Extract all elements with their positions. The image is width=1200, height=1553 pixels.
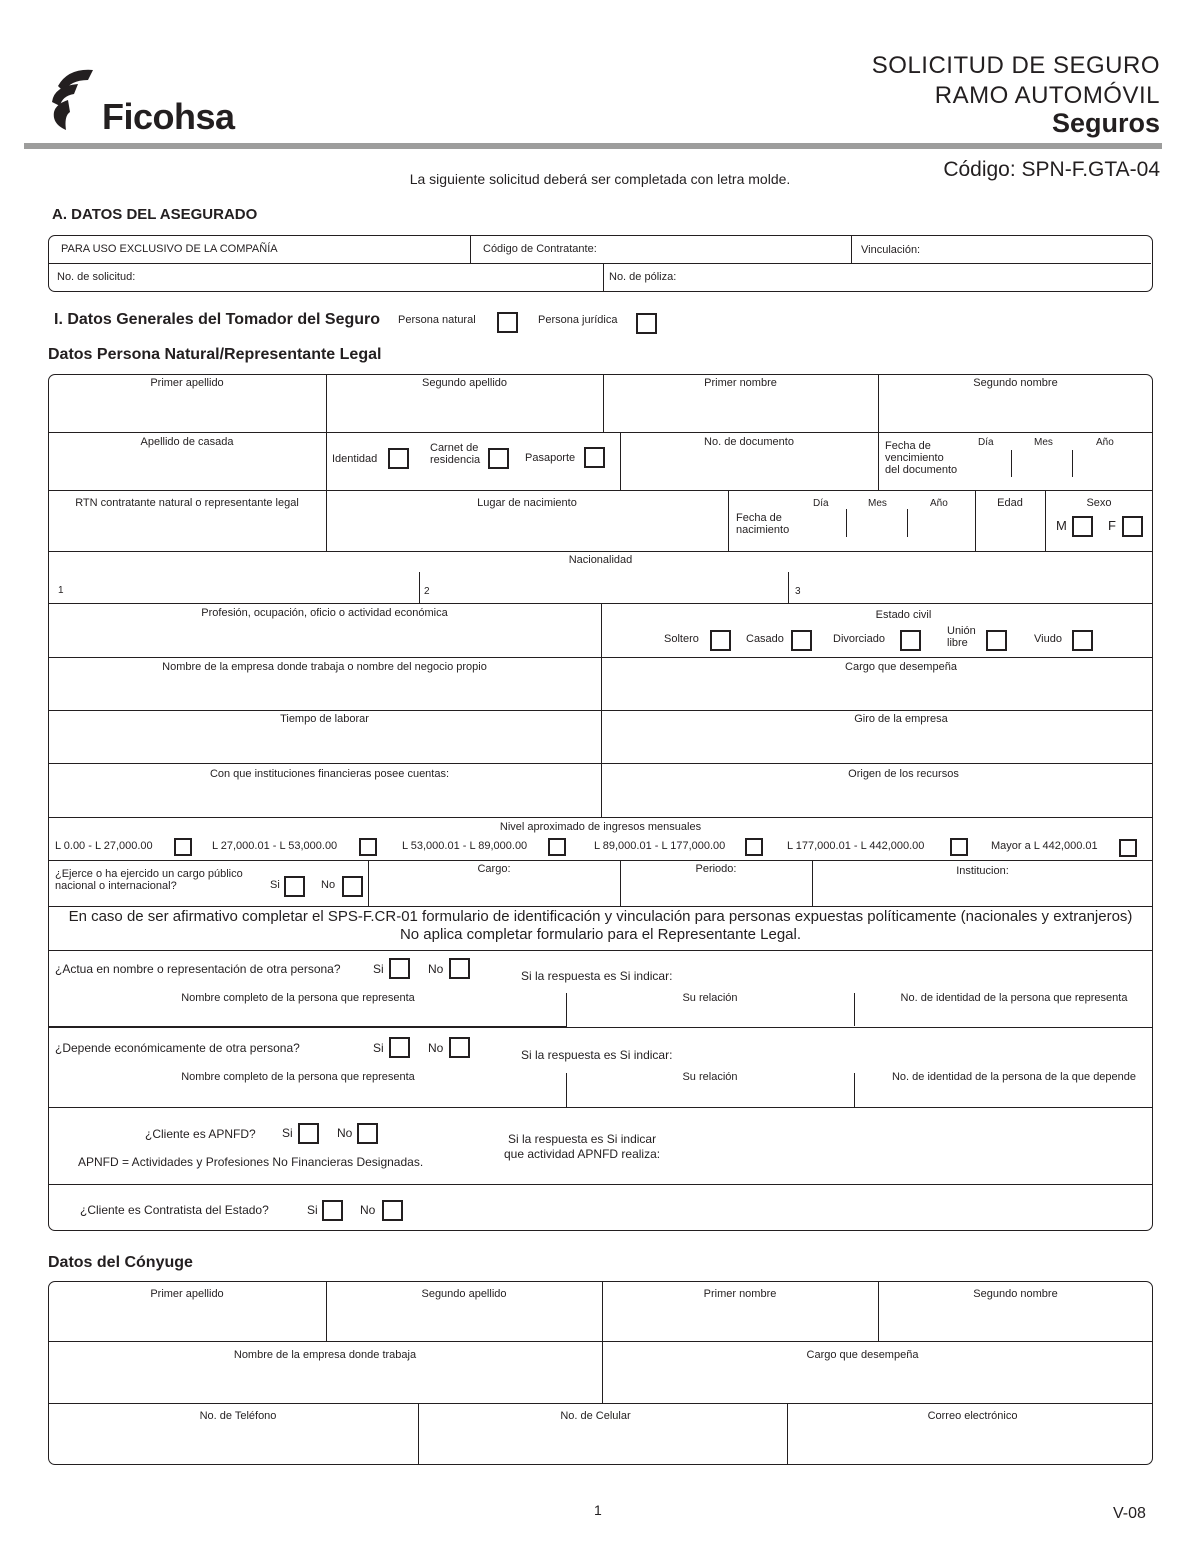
company-name-field[interactable]: Nombre de la empresa donde trabaja o nombre del negocio propio — [162, 661, 487, 673]
nationality-1-field[interactable]: 1 — [58, 585, 64, 596]
age-field[interactable]: Edad — [997, 497, 1023, 509]
income5-label: L 177,000.01 - L 442,000.00 — [787, 840, 925, 852]
company-use-label: PARA USO EXCLUSIVO DE LA COMPAÑÍA — [61, 243, 278, 255]
pep-yes-checkbox[interactable] — [284, 876, 305, 897]
spouse-first-name-field[interactable]: Primer nombre — [703, 1288, 777, 1300]
divider — [48, 1341, 1153, 1342]
divider — [48, 710, 1153, 711]
apnfd-definition: APNFD = Actividades y Profesiones No Financieras Designadas. — [78, 1155, 424, 1169]
spouse-phone-field[interactable]: No. de Teléfono — [199, 1410, 277, 1422]
profession-field[interactable]: Profesión, ocupación, oficio o actividad económica — [201, 607, 448, 619]
second-surname-field[interactable]: Segundo apellido — [421, 377, 508, 389]
doc-expiry-label: Fecha de vencimiento del documento — [885, 440, 958, 476]
depends-if-yes-label: Si la respuesta es Si indicar: — [521, 1048, 673, 1062]
widow-label: Viudo — [1034, 633, 1062, 645]
income1-checkbox[interactable] — [174, 838, 192, 856]
apnfd-question: ¿Cliente es APNFD? — [145, 1127, 256, 1141]
nationality-label: Nacionalidad — [568, 554, 633, 566]
married-surname-field[interactable]: Apellido de casada — [140, 436, 234, 448]
divider — [48, 763, 1153, 764]
pep-no-checkbox[interactable] — [342, 876, 363, 897]
company-line-field[interactable]: Giro de la empresa — [854, 713, 948, 725]
married-label: Casado — [746, 633, 784, 645]
income4-label: L 89,000.01 - L 177,000.00 — [594, 840, 726, 852]
form-title-line3: Seguros — [1051, 108, 1160, 138]
pep-note-line1: En caso de ser afirmativo completar el SPS-F.CR-01 formulario de identificación y vinculación para personas expuestas políticamente (nacionales y extranjeros) — [68, 908, 1133, 925]
pep-cargo-field[interactable]: Cargo: — [477, 863, 511, 875]
represented-relation-field[interactable]: Su relación — [682, 992, 738, 1004]
document-no-field[interactable]: No. de documento — [704, 436, 794, 448]
spouse-email-field[interactable]: Correo electrónico — [927, 1410, 1018, 1422]
income1-label: L 0.00 - L 27,000.00 — [55, 840, 153, 852]
birth-place-field[interactable]: Lugar de nacimiento — [477, 497, 577, 509]
birth-year-label: Año — [930, 498, 948, 509]
divider — [326, 432, 327, 490]
nationality-3-field[interactable]: 3 — [795, 586, 801, 597]
instruction-text: La siguiente solicitud deberá ser completada con letra molde. — [409, 171, 791, 187]
female-label: F — [1108, 518, 1116, 533]
identity-label: Identidad — [332, 453, 378, 465]
divider — [48, 817, 1153, 818]
form-title-line1: SOLICITUD DE SEGURO — [871, 52, 1160, 79]
income5-checkbox[interactable] — [950, 838, 968, 856]
request-no-field[interactable]: No. de solicitud: — [57, 271, 136, 283]
income2-checkbox[interactable] — [359, 838, 377, 856]
ficohsa-logo-icon — [48, 66, 108, 136]
represented-id-field[interactable]: No. de identidad de la persona que representa — [900, 992, 1128, 1004]
spouse-first-surname-field[interactable]: Primer apellido — [150, 1288, 224, 1300]
doc-expiry-day: Día — [978, 437, 994, 448]
income2-label: L 27,000.01 - L 53,000.00 — [212, 840, 338, 852]
divider — [878, 432, 879, 490]
apnfd-yes-label: Si — [282, 1126, 293, 1140]
rtn-field[interactable]: RTN contratante natural o representante legal — [75, 497, 299, 509]
depends-name-field[interactable]: Nombre completo de la persona que representa — [181, 1071, 415, 1083]
apnfd-yes-checkbox[interactable] — [298, 1123, 319, 1144]
depends-id-field[interactable]: No. de identidad de la persona de la que depende — [891, 1071, 1137, 1083]
male-label: M — [1056, 518, 1067, 533]
residence-card-label: Carnet de residencia — [430, 442, 481, 466]
pep-question: ¿Ejerce o ha ejercido un cargo público nacional o internacional? — [55, 868, 243, 892]
spouse-title: Datos del Cónyuge — [48, 1254, 193, 1271]
income6-label: Mayor a L 442,000.01 — [991, 840, 1098, 852]
income3-checkbox[interactable] — [548, 838, 566, 856]
page-number: 1 — [594, 1502, 602, 1518]
state-no-label: No — [360, 1203, 376, 1217]
income3-label: L 53,000.01 - L 89,000.00 — [402, 840, 528, 852]
form-title-line2: RAMO AUTOMÓVIL — [934, 82, 1160, 109]
divider — [48, 1184, 1153, 1185]
policy-no-field[interactable]: No. de póliza: — [609, 271, 677, 283]
divider — [1011, 450, 1012, 477]
divider — [48, 1027, 1153, 1028]
second-name-field[interactable]: Segundo nombre — [973, 377, 1058, 389]
company-use-box — [48, 235, 1153, 292]
income-title: Nivel aproximado de ingresos mensuales — [499, 821, 702, 833]
apnfd-no-label: No — [337, 1126, 353, 1140]
civil-status-label: Estado civil — [875, 609, 932, 621]
spouse-position-field[interactable]: Cargo que desempeña — [806, 1349, 919, 1361]
birth-month-label: Mes — [868, 498, 887, 509]
work-time-field[interactable]: Tiempo de laborar — [280, 713, 369, 725]
union-label: Unión libre — [947, 625, 976, 649]
divider — [48, 490, 1153, 491]
depends-no-checkbox[interactable] — [449, 1037, 470, 1058]
income6-checkbox[interactable] — [1119, 839, 1137, 857]
acts-no-checkbox[interactable] — [449, 958, 470, 979]
divider — [48, 1026, 567, 1027]
apnfd-activity-field[interactable]: Si la respuesta es Si indicar que actividad APNFD realiza: — [504, 1132, 661, 1161]
section-1-title: I. Datos Generales del Tomador del Seguro — [54, 311, 381, 328]
represented-name-field[interactable]: Nombre completo de la persona que representa — [181, 992, 415, 1004]
acts-yes-checkbox[interactable] — [389, 958, 410, 979]
state-yes-checkbox[interactable] — [322, 1200, 343, 1221]
pep-institution-field[interactable]: Institucion: — [956, 865, 1009, 877]
married-checkbox[interactable] — [791, 630, 812, 651]
divider — [1072, 450, 1073, 477]
income4-checkbox[interactable] — [745, 838, 763, 856]
form-code: Código: SPN-F.GTA-04 — [943, 158, 1160, 181]
male-checkbox[interactable] — [1072, 516, 1093, 537]
divider — [728, 490, 729, 551]
depends-yes-checkbox[interactable] — [389, 1037, 410, 1058]
header-rule — [24, 143, 1162, 149]
spouse-second-name-field[interactable]: Segundo nombre — [973, 1288, 1058, 1300]
contractor-code-field[interactable]: Código de Contratante: — [483, 243, 597, 255]
divider — [48, 950, 1153, 951]
divider — [907, 509, 908, 537]
nationality-2-field[interactable]: 2 — [424, 586, 430, 597]
widow-checkbox[interactable] — [1072, 630, 1093, 651]
doc-expiry-year: Año — [1096, 437, 1114, 448]
female-checkbox[interactable] — [1122, 516, 1143, 537]
natural-person-label: Persona natural — [398, 314, 476, 326]
natural-person-checkbox[interactable] — [497, 312, 518, 333]
pep-no-label: No — [321, 879, 336, 891]
divorced-checkbox[interactable] — [900, 630, 921, 651]
residence-card-checkbox[interactable] — [488, 448, 509, 469]
version-label: V-08 — [1113, 1505, 1146, 1522]
spouse-cell-field[interactable]: No. de Celular — [560, 1410, 631, 1422]
state-yes-label: Si — [307, 1203, 318, 1217]
legal-person-checkbox[interactable] — [636, 313, 657, 334]
position-field[interactable]: Cargo que desempeña — [845, 661, 957, 673]
pep-yes-label: Si — [270, 879, 280, 891]
linkage-field[interactable]: Vinculación: — [861, 244, 921, 256]
passport-label: Pasaporte — [525, 452, 576, 464]
divider — [851, 236, 852, 263]
acts-on-behalf-question: ¿Actua en nombre o representación de otra persona? — [55, 962, 341, 976]
state-contractor-question: ¿Cliente es Contratista del Estado? — [80, 1203, 269, 1217]
acts-if-yes-label: Si la respuesta es Si indicar: — [521, 969, 673, 983]
natural-subtitle: Datos Persona Natural/Representante Legal — [48, 346, 382, 363]
divider — [419, 572, 420, 603]
single-checkbox[interactable] — [710, 630, 731, 651]
financial-inst-field[interactable]: Con que instituciones financieras posee cuentas: — [209, 768, 450, 780]
identity-checkbox[interactable] — [388, 448, 409, 469]
birth-date-label: Fecha de nacimiento — [736, 512, 790, 536]
doc-expiry-month: Mes — [1034, 437, 1053, 448]
birth-day-label: Día — [813, 498, 829, 509]
apnfd-no-checkbox[interactable] — [357, 1123, 378, 1144]
first-surname-field[interactable]: Primer apellido — [150, 377, 224, 389]
depends-question: ¿Depende económicamente de otra persona? — [55, 1041, 300, 1055]
depends-relation-field[interactable]: Su relación — [682, 1071, 738, 1083]
depends-yes-label: Si — [373, 1041, 384, 1055]
divorced-label: Divorciado — [833, 633, 885, 645]
section-a-title: A. DATOS DEL ASEGURADO — [52, 206, 258, 223]
passport-checkbox[interactable] — [584, 447, 605, 468]
divider — [48, 1403, 1153, 1404]
divider — [49, 263, 1151, 264]
state-no-checkbox[interactable] — [382, 1200, 403, 1221]
divider — [48, 906, 1153, 907]
funds-origin-field[interactable]: Origen de los recursos — [848, 768, 959, 780]
logo-text: Ficohsa — [102, 96, 235, 137]
divider — [48, 432, 1153, 433]
divider — [470, 236, 471, 263]
acts-no-label: No — [428, 962, 444, 976]
first-name-field[interactable]: Primer nombre — [704, 377, 777, 389]
single-label: Soltero — [664, 633, 699, 645]
sex-label: Sexo — [1086, 497, 1112, 509]
pep-note-line2: No aplica completar formulario para el Representante Legal. — [399, 926, 802, 943]
pep-period-field[interactable]: Periodo: — [695, 863, 737, 875]
spouse-box — [48, 1281, 1153, 1465]
depends-no-label: No — [428, 1041, 444, 1055]
legal-person-label: Persona jurídica — [538, 314, 618, 326]
divider — [846, 509, 847, 537]
divider — [48, 551, 1153, 552]
spouse-second-surname-field[interactable]: Segundo apellido — [421, 1288, 507, 1300]
divider — [48, 860, 1153, 861]
divider — [48, 1107, 1153, 1108]
spouse-company-field[interactable]: Nombre de la empresa donde trabaja — [233, 1349, 417, 1361]
union-checkbox[interactable] — [986, 630, 1007, 651]
divider — [603, 263, 604, 291]
divider — [788, 572, 789, 603]
acts-yes-label: Si — [373, 962, 384, 976]
